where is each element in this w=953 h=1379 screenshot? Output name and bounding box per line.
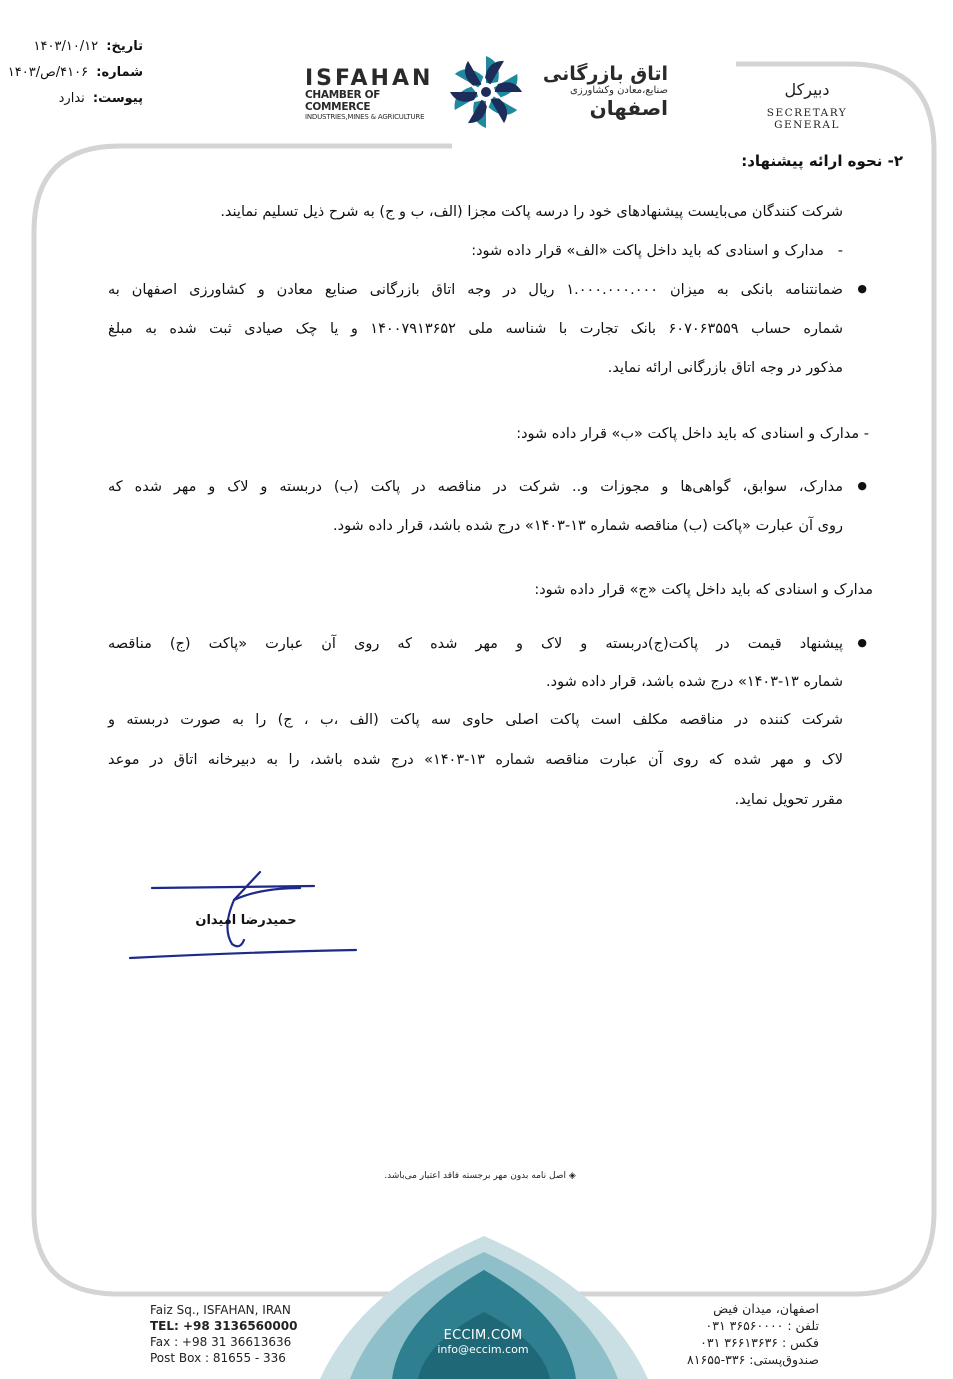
secretary-en: SECRETARY GENERAL — [766, 107, 848, 131]
footer-tel-en: TEL: +98 3136560000 — [150, 1319, 298, 1333]
intro-text: شرکت کنندگان می‌بایست پیشنهادهای خود را درسه پاکت مجزا (الف، ب و ج) به شرح ذیل تسلیم نمایند. — [220, 204, 843, 220]
logo-fa-line3: اصفهان — [589, 96, 668, 120]
footer-website[interactable]: ECCIM.COM — [443, 1328, 523, 1343]
footer-english — [150, 1302, 310, 1366]
number-row — [0, 60, 143, 86]
packet-c-line1: ● پیشنهاد قیمت در پاکت(ج)دربسته و لاک و مهر شده که روی آن عبارت «پاکت (ج) مناقصه — [108, 636, 843, 652]
logo-english — [305, 66, 445, 121]
number-value: ۴۱۰۶/ص/۱۴۰۳ — [7, 65, 89, 80]
logo-fa-line2: صنایع،معادن وکشاورزی — [570, 85, 668, 96]
logo-en-main: ISFAHAN — [305, 66, 434, 91]
chamber-logo-icon — [446, 52, 526, 132]
packet-b-line2: روی آن عبارت «پاکت (ب) مناقصه شماره ۱۳-۱۴۰۳» درج شده باشد، قرار داده شود. — [333, 518, 843, 534]
logo-persian — [528, 64, 668, 119]
footer-fax-fa: فکس : ۳۶۶۱۳۶۳۶ ۰۳۱ — [700, 1335, 819, 1350]
footer-postbox-en: Post Box : 81655 - 336 — [150, 1351, 286, 1365]
validity-note-text: اصل نامه بدون مهر برجسته فاقد اعتبار می‌باشد. — [384, 1171, 566, 1181]
secretary-general-block — [736, 80, 878, 131]
attachment-value: ندارد — [58, 91, 85, 106]
footer-persian — [659, 1300, 819, 1368]
final-line2: لاک و مهر شده که روی آن عبارت مناقصه شماره ۱۳-۱۴۰۳» درج شده باشد، را به دبیرخانه اتاق در موعد — [108, 752, 843, 768]
final-line1: شرکت کننده در مناقصه مکلف است پاکت اصلی حاوی سه پاکت (الف ،ب ، ج) را به صورت دربسته و — [108, 712, 843, 728]
packet-b-heading: - مدارک و اسنادی که باید داخل پاکت «ب» قرار داده شود: — [516, 426, 869, 442]
packet-a-line3: مذکور در وجه اتاق بازرگانی ارائه نماید. — [607, 360, 843, 376]
packet-a-line1: ● ضمانتنامه بانکی به میزان ۱.۰۰۰.۰۰۰.۰۰۰ ریال در وجه اتاق بازرگانی صنایع معادن و کشاورزی اصفهان به — [108, 282, 843, 298]
letter-meta — [0, 34, 143, 112]
footer-lotus-graphic — [320, 1236, 648, 1379]
packet-b-line1: ● مدارک، سوابق، گواهی‌ها و مجوزات و.. شرکت در مناقصه در پاکت (ب) دربسته و لاک و مهر شده که — [108, 479, 843, 495]
logo-en-sub2: INDUSTRIES,MINES & AGRICULTURE — [305, 113, 425, 121]
validity-note — [380, 1171, 580, 1181]
date-row — [0, 34, 143, 60]
diamond-icon: ◈ — [568, 1171, 576, 1181]
date-label: تاریخ: — [106, 39, 143, 54]
packet-a-line2: شماره حساب ۶۰۷۰۶۳۵۵۹ بانک تجارت با شناسه ملی ۱۴۰۰۷۹۱۳۶۵۲ و یا چک صیادی ثبت شده به مبلغ — [108, 321, 843, 337]
footer-postbox-fa: صندوق‌پستی: ۳۳۶-۸۱۶۵۵ — [687, 1352, 819, 1367]
footer-web — [413, 1328, 553, 1356]
attachment-label: پیوست: — [92, 91, 143, 106]
date-value: ۱۴۰۳/۱۰/۱۲ — [33, 39, 99, 54]
logo-en-sub1: CHAMBER OF COMMERCE — [305, 89, 381, 113]
packet-c-heading: مدارک و اسنادی که باید داخل پاکت «ج» قرار داده شود: — [534, 582, 873, 598]
signature-name: حمیدرضا امیدان — [195, 913, 297, 928]
footer-fax-en: Fax : +98 31 36613636 — [150, 1335, 292, 1349]
secretary-fa: دبیرکل — [784, 80, 830, 99]
footer-email[interactable]: info@eccim.com — [437, 1343, 529, 1356]
footer-address-en: Faiz Sq., ISFAHAN, IRAN — [150, 1303, 291, 1317]
footer-address-fa: اصفهان، میدان فیض — [713, 1301, 819, 1316]
number-label: شماره: — [96, 65, 143, 80]
packet-a-heading: - مدارک و اسنادی که باید داخل پاکت «الف» قرار داده شود: — [471, 243, 843, 259]
logo-fa-line1: اتاق بازرگانی — [542, 63, 668, 85]
packet-c-line2: شماره ۱۳-۱۴۰۳» درج شده باشد، قرار داده شود. — [546, 674, 843, 690]
attachment-row — [0, 86, 143, 112]
section-heading: ۲- نحوه ارائه پیشنهاد: — [741, 152, 903, 170]
final-line3: مقرر تحویل نماید. — [734, 792, 843, 808]
footer-tel-fa: تلفن : ۳۶۵۶۰۰۰۰ ۰۳۱ — [705, 1318, 819, 1333]
